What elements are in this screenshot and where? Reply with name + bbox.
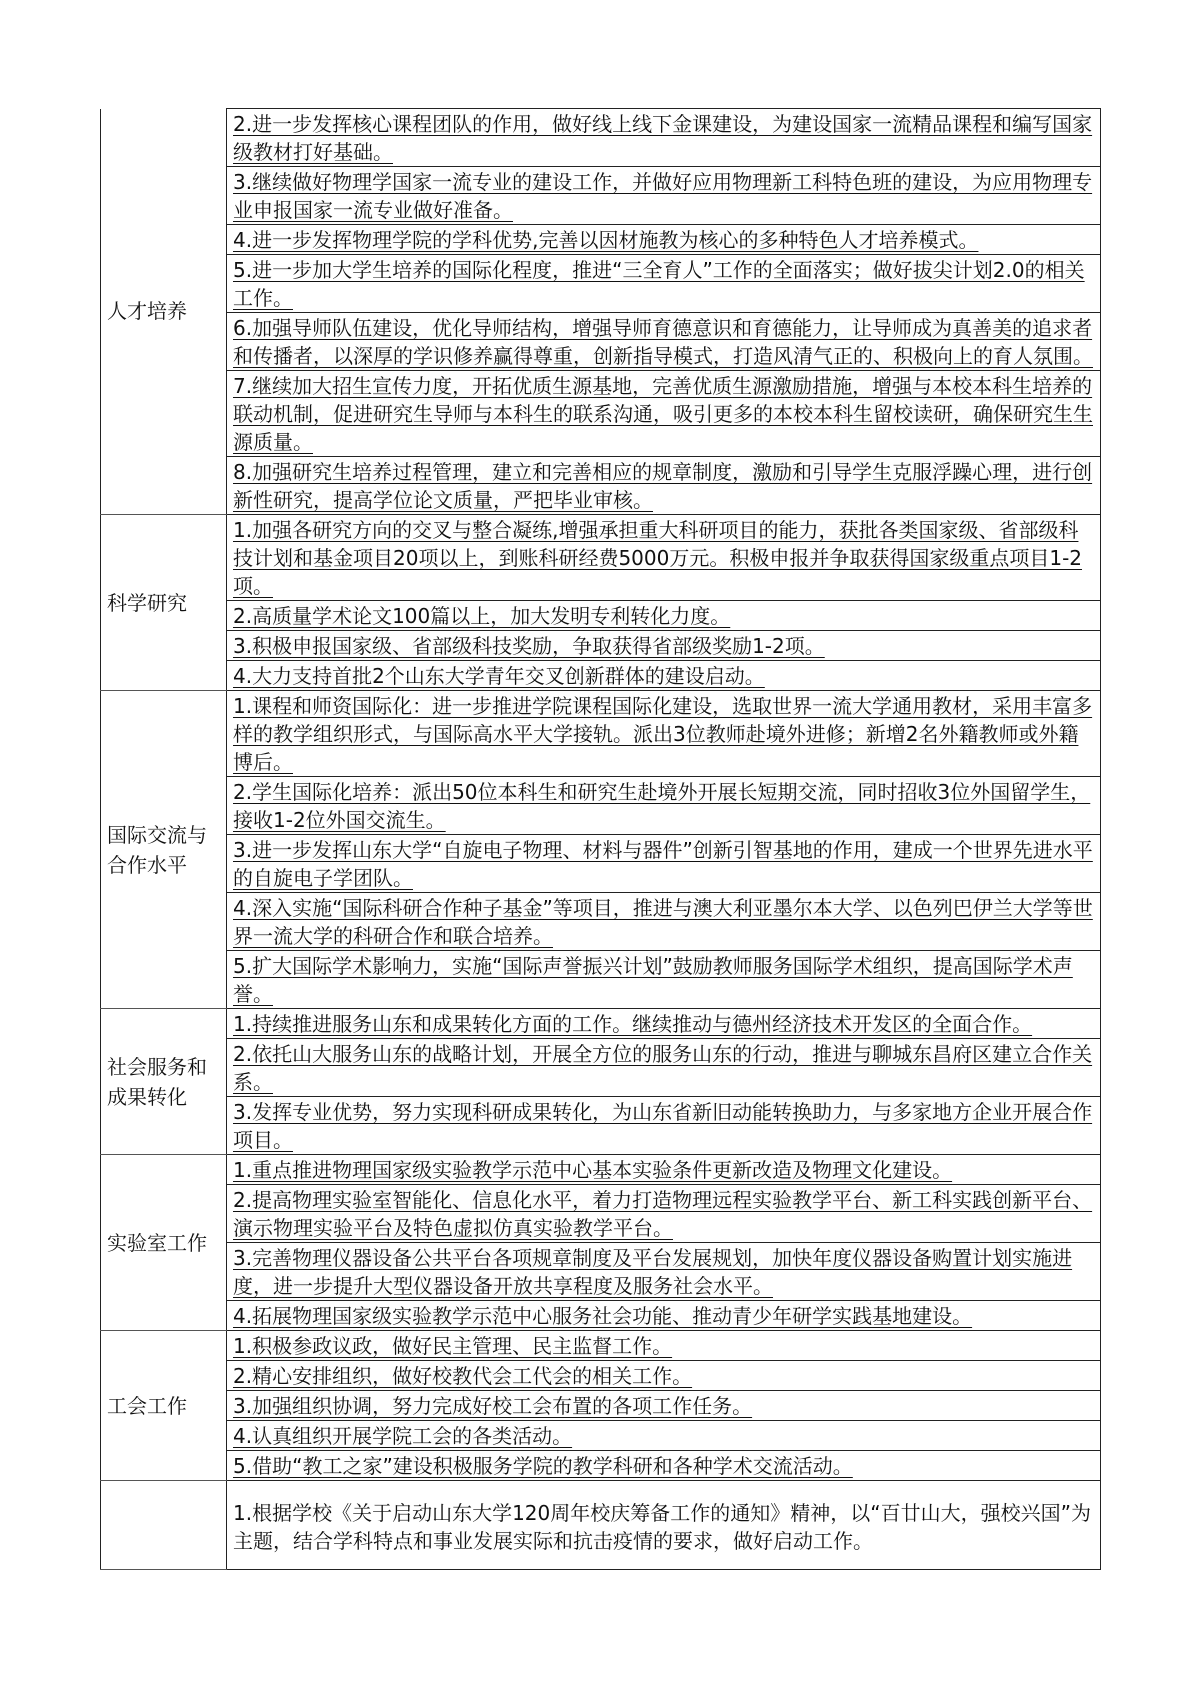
- table-row: [101, 1361, 1101, 1391]
- category-cell: 社会服务和成果转化: [101, 1009, 227, 1155]
- table-row: [101, 1155, 1101, 1185]
- plan-item-cell: 3.加强组织协调，努力完成好校工会布置的各项工作任务。: [227, 1391, 1101, 1421]
- plan-item-cell: 2.学生国际化培养：派出50位本科生和研究生赴境外开展长短期交流，同时招收3位外国留学生，接收1-2位外国交流生。: [227, 777, 1101, 835]
- plan-item-cell: 1.重点推进物理国家级实验教学示范中心基本实验条件更新改造及物理文化建设。: [227, 1155, 1101, 1185]
- table-row: [101, 313, 1101, 371]
- plan-item-cell: 4.认真组织开展学院工会的各类活动。: [227, 1421, 1101, 1451]
- table-row: [101, 1243, 1101, 1301]
- plan-item-cell: 6.加强导师队伍建设，优化导师结构，增强导师育德意识和育德能力，让导师成为真善美的追求者和传播者，以深厚的学识修养赢得尊重，创新指导模式，打造风清气正的、积极向上的育人氛围。: [227, 313, 1101, 371]
- table-row: [101, 1301, 1101, 1331]
- plan-item-cell: 4.拓展物理国家级实验教学示范中心服务社会功能、推动青少年研学实践基地建设。: [227, 1301, 1101, 1331]
- table-row: [101, 1097, 1101, 1155]
- table-row: [101, 1391, 1101, 1421]
- table-row: [101, 1421, 1101, 1451]
- plan-item-cell: 3.发挥专业优势，努力实现科研成果转化，为山东省新旧动能转换助力，与多家地方企业开展合作项目。: [227, 1097, 1101, 1155]
- category-cell: 科学研究: [101, 515, 227, 691]
- table-row: [101, 255, 1101, 313]
- plan-item-cell: 1.课程和师资国际化：进一步推进学院课程国际化建设，选取世界一流大学通用教材，采用丰富多样的教学组织形式，与国际高水平大学接轨。派出3位教师赴境外进修；新增2名外籍教师或外籍博后。: [227, 691, 1101, 777]
- table-row: [101, 1451, 1101, 1481]
- category-cell: 人才培养: [101, 109, 227, 515]
- plan-item-cell: 2.进一步发挥核心课程团队的作用，做好线上线下金课建设，为建设国家一流精品课程和编写国家级教材打好基础。: [227, 109, 1101, 167]
- table-row: [101, 1039, 1101, 1097]
- table-row: [101, 1185, 1101, 1243]
- plan-item-cell: 2.提高物理实验室智能化、信息化水平，着力打造物理远程实验教学平台、新工科实践创新平台、演示物理实验平台及特色虚拟仿真实验教学平台。: [227, 1185, 1101, 1243]
- work-plan-table-body: [101, 109, 1101, 1570]
- plan-item-cell: 3.积极申报国家级、省部级科技奖励，争取获得省部级奖励1-2项。: [227, 631, 1101, 661]
- table-row: [101, 1331, 1101, 1361]
- table-row: [101, 1009, 1101, 1039]
- table-row: [101, 371, 1101, 457]
- table-row: [101, 225, 1101, 255]
- plan-item-cell: 1.积极参政议政，做好民主管理、民主监督工作。: [227, 1331, 1101, 1361]
- table-row: [101, 835, 1101, 893]
- table-row: [101, 777, 1101, 835]
- table-row: [101, 893, 1101, 951]
- table-row: [101, 691, 1101, 777]
- table-row: [101, 631, 1101, 661]
- table-row: [101, 1481, 1101, 1570]
- category-cell: 国际交流与合作水平: [101, 691, 227, 1009]
- plan-item-cell: 2.依托山大服务山东的战略计划，开展全方位的服务山东的行动，推进与聊城东昌府区建立合作关系。: [227, 1039, 1101, 1097]
- category-cell: 实验室工作: [101, 1155, 227, 1331]
- table-row: [101, 515, 1101, 601]
- plan-item-cell: 4.进一步发挥物理学院的学科优势,完善以因材施教为核心的多种特色人才培养模式。: [227, 225, 1101, 255]
- category-cell: 工会工作: [101, 1331, 227, 1481]
- plan-item-cell: 4.大力支持首批2个山东大学青年交叉创新群体的建设启动。: [227, 661, 1101, 691]
- category-cell: [101, 1481, 227, 1570]
- plan-item-cell: 5.借助“教工之家”建设积极服务学院的教学科研和各种学术交流活动。: [227, 1451, 1101, 1481]
- table-row: [101, 167, 1101, 225]
- table-row: [101, 601, 1101, 631]
- table-row: [101, 457, 1101, 515]
- plan-item-cell: 3.继续做好物理学国家一流专业的建设工作，并做好应用物理新工科特色班的建设，为应用物理专业申报国家一流专业做好准备。: [227, 167, 1101, 225]
- plan-item-cell: 1.根据学校《关于启动山东大学120周年校庆筹备工作的通知》精神，以“百廿山大，强校兴国”为主题，结合学科特点和事业发展实际和抗击疫情的要求，做好启动工作。: [227, 1481, 1101, 1570]
- plan-item-cell: 1.持续推进服务山东和成果转化方面的工作。继续推动与德州经济技术开发区的全面合作。: [227, 1009, 1101, 1039]
- plan-item-cell: 5.进一步加大学生培养的国际化程度，推进“三全育人”工作的全面落实；做好拔尖计划2.0的相关工作。: [227, 255, 1101, 313]
- plan-item-cell: 3.进一步发挥山东大学“自旋电子物理、材料与器件”创新引智基地的作用，建成一个世界先进水平的自旋电子学团队。: [227, 835, 1101, 893]
- plan-item-cell: 5.扩大国际学术影响力，实施“国际声誉振兴计划”鼓励教师服务国际学术组织，提高国际学术声誉。: [227, 951, 1101, 1009]
- plan-item-cell: 4.深入实施“国际科研合作种子基金”等项目，推进与澳大利亚墨尔本大学、以色列巴伊兰大学等世界一流大学的科研合作和联合培养。: [227, 893, 1101, 951]
- plan-item-cell: 3.完善物理仪器设备公共平台各项规章制度及平台发展规划，加快年度仪器设备购置计划实施进度，进一步提升大型仪器设备开放共享程度及服务社会水平。: [227, 1243, 1101, 1301]
- plan-item-cell: 7.继续加大招生宣传力度，开拓优质生源基地，完善优质生源激励措施，增强与本校本科生培养的联动机制，促进研究生导师与本科生的联系沟通，吸引更多的本校本科生留校读研，确保研究生生源质量。: [227, 371, 1101, 457]
- table-row: [101, 661, 1101, 691]
- table-row: [101, 109, 1101, 167]
- work-plan-table: [100, 108, 1101, 1570]
- plan-item-cell: 2.精心安排组织，做好校教代会工代会的相关工作。: [227, 1361, 1101, 1391]
- plan-item-cell: 8.加强研究生培养过程管理，建立和完善相应的规章制度，激励和引导学生克服浮躁心理，进行创新性研究，提高学位论文质量，严把毕业审核。: [227, 457, 1101, 515]
- plan-item-cell: 1.加强各研究方向的交叉与整合凝练,增强承担重大科研项目的能力，获批各类国家级、省部级科技计划和基金项目20项以上，到账科研经费5000万元。积极申报并争取获得国家级重点项目1-2项。: [227, 515, 1101, 601]
- table-row: [101, 951, 1101, 1009]
- plan-item-cell: 2.高质量学术论文100篇以上，加大发明专利转化力度。: [227, 601, 1101, 631]
